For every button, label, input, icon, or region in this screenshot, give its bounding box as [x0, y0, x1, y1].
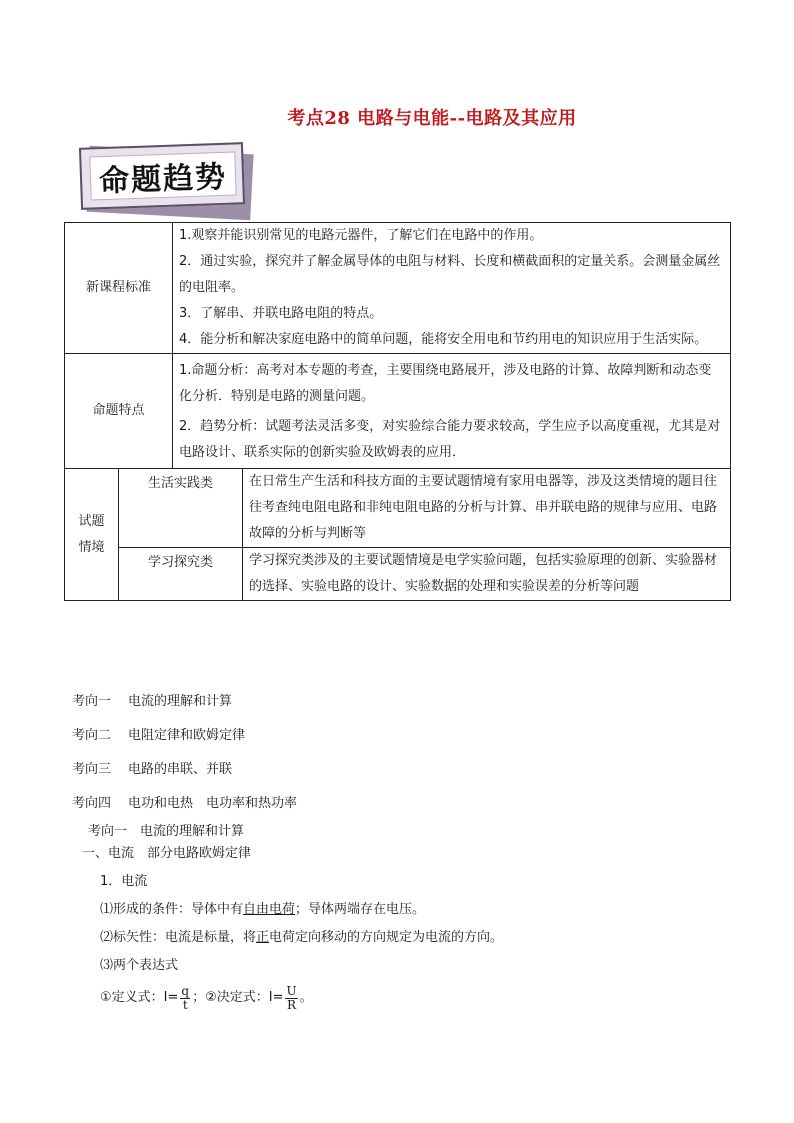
list-item: 考向四 电功和电热 电功率和热功率	[72, 796, 298, 811]
sub-head-life: 生活实践类	[119, 469, 243, 548]
standard-line: 1.观察并能识别常见的电路元器件，了解它们在电路中的作用。	[179, 228, 543, 243]
page-title: 考点28 电路与电能--电路及其应用	[287, 108, 577, 129]
list-item: 考向二 电阻定律和欧姆定律	[72, 728, 246, 743]
sub-head-study: 学习探究类	[119, 548, 243, 601]
sub-body-life: 在日常生产生活和科技方面的主要试题情境有家用电器等，涉及这类情境的题目往往考查纯电阻电路和非纯电阻电路的分析与计算、串并联电路的规律与应用、电路故障的分析与判断等	[243, 469, 731, 548]
curriculum-table	[64, 222, 731, 601]
banner-label: 命题趋势	[98, 159, 228, 200]
row-head-standard: 新课程标准	[65, 223, 173, 354]
standard-line: 2．通过实验，探究并了解金属导体的电阻与材料、长度和横截面积的定量关系。会测量金属丝的电阻率。	[179, 254, 721, 295]
list-item: 考向三 电路的串联、并联	[72, 762, 233, 777]
feature-line: 1.命题分析：高考对本专题的考查，主要围绕电路展开，涉及电路的计算、故障判断和动态变化分析．特别是电路的测量问题。	[179, 363, 712, 404]
standard-line: 4．能分析和解决家庭电路中的简单问题，能将安全用电和节约用电的知识应用于生活实际。	[179, 332, 708, 347]
row-body-features	[173, 354, 731, 469]
table-row	[65, 548, 731, 601]
paragraph: ⑵标矢性：电流是标量，将正电荷定向移动的方向规定为电流的方向。	[100, 930, 504, 945]
row-body-standard	[173, 223, 731, 354]
paragraph: ⑴形成的条件：导体中有自由电荷；导体两端存在电压。	[100, 902, 426, 917]
outline-list	[72, 690, 297, 826]
standard-line: 3．了解串、并联电路电阻的特点。	[179, 306, 383, 321]
fraction-ohm: $\frac{U}{R}$	[286, 983, 297, 1012]
row-head-scenario: 试题情境	[65, 469, 119, 601]
section-heading: 考向一 电流的理解和计算	[88, 824, 245, 839]
table-row	[65, 223, 731, 354]
table-row	[65, 469, 731, 548]
topic-trend-banner	[76, 142, 254, 220]
item-heading: 1．电流	[100, 874, 148, 889]
section-subheading: 一、电流 部分电路欧姆定律	[82, 846, 252, 861]
list-item: 考向一 电流的理解和计算	[72, 694, 233, 709]
fraction-definition: $\frac{q}{t}$	[181, 983, 190, 1012]
section-current	[72, 818, 732, 1012]
row-head-features: 命题特点	[65, 354, 173, 469]
sub-body-study: 学习探究类涉及的主要试题情境是电学实验问题，包括实验原理的创新、实验器材的选择、实验电路的设计、实验数据的处理和实验误差的分析等问题	[243, 548, 731, 601]
formula-line: ①定义式：I= $\frac{q}{t}$ ；②决定式：I= $\frac{U}{R}$ 。	[100, 983, 313, 1012]
table-row	[65, 354, 731, 469]
feature-line: 2．趋势分析：试题考法灵活多变，对实验综合能力要求较高，学生应予以高度重视，尤其是对电路设计、联系实际的创新实验及欧姆表的应用．	[179, 419, 721, 460]
paragraph: ⑶两个表达式	[100, 958, 179, 973]
